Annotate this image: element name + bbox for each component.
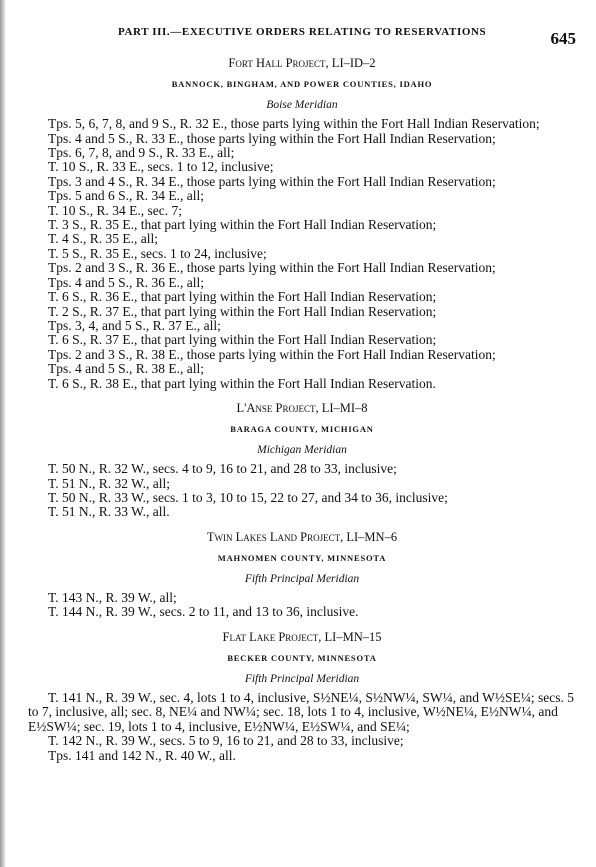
- section-county: BANNOCK, BINGHAM, AND POWER COUNTIES, IDAHO: [171, 79, 433, 90]
- section-lanse: [28, 401, 576, 520]
- section-title: Flat Lake Project, LI–MN–15: [222, 629, 382, 644]
- list-item: Tps. 5, 6, 7, 8, and 9 S., R. 32 E., those parts lying within the Fort Hall Indian Reservation;: [48, 116, 540, 132]
- list-item: T. 6 S., R. 37 E., that part lying within the Fort Hall Indian Reservation;: [48, 332, 437, 348]
- section-meridian: Boise Meridian: [266, 98, 338, 111]
- section-title: L'Anse Project, LI–MI–8: [236, 400, 368, 415]
- list-item: Tps. 3 and 4 S., R. 34 E., those parts lying within the Fort Hall Indian Reservation;: [48, 173, 496, 189]
- list-item: T. 50 N., R. 32 W., secs. 4 to 9, 16 to 21, and 28 to 33, inclusive;: [48, 461, 397, 477]
- section-county: BARAGA COUNTY, MICHIGAN: [230, 424, 374, 435]
- list-item: Tps. 6, 7, 8, and 9 S., R. 33 E., all;: [48, 145, 235, 161]
- list-item: Tps. 3, 4, and 5 S., R. 37 E., all;: [48, 317, 221, 333]
- list-item: Tps. 2 and 3 S., R. 38 E., those parts lying within the Fort Hall Indian Reservation;: [48, 346, 496, 362]
- section-meridian: Michigan Meridian: [257, 443, 347, 456]
- list-item: T. 143 N., R. 39 W., all;: [48, 590, 177, 605]
- section-county: MAHNOMEN COUNTY, MINNESOTA: [217, 553, 387, 564]
- page-number: 645: [550, 29, 576, 48]
- list-item: Tps. 4 and 5 S., R. 36 E., all;: [48, 274, 204, 290]
- list-item: T. 141 N., R. 39 W., sec. 4, lots 1 to 4, inclusive, S½NE¼, S½NW¼, SW¼, and W½SE¼; secs. 5 to 7, inclusive, all; sec. 8, NE¼ and NW¼; sec. 18, lots 1 to 4, inclusive, W½NE¼, E½NW¼, and E½SW¼; sec. 19, lots 1 to 4, inclusive, E½NW¼, E½SW¼, and SE¼;: [28, 690, 574, 734]
- list-item: T. 3 S., R. 35 E., that part lying within the Fort Hall Indian Reservation;: [48, 217, 437, 233]
- section-title: Fort Hall Project, LI–ID–2: [228, 56, 376, 70]
- list-item: T. 4 S., R. 35 E., all;: [48, 231, 158, 247]
- list-item: Tps. 4 and 5 S., R. 33 E., those parts lying within the Fort Hall Indian Reservation;: [48, 130, 496, 146]
- list-item: T. 10 S., R. 34 E., sec. 7;: [48, 202, 182, 218]
- section-meridian: Fifth Principal Meridian: [244, 672, 360, 685]
- list-item: T. 2 S., R. 37 E., that part lying within the Fort Hall Indian Reservation;: [48, 303, 437, 319]
- list-item: Tps. 4 and 5 S., R. 38 E., all;: [48, 361, 204, 377]
- running-header: PART III.—EXECUTIVE ORDERS RELATING TO RESERVATIONS: [118, 26, 487, 38]
- section-fort-hall: [28, 56, 576, 391]
- scan-edge-shadow: [0, 0, 6, 867]
- list-item: Tps. 141 and 142 N., R. 40 W., all.: [48, 747, 236, 763]
- page-body: [28, 54, 576, 763]
- list-item: T. 51 N., R. 33 W., all.: [48, 504, 170, 520]
- list-item: T. 51 N., R. 32 W., all;: [48, 475, 171, 491]
- section-meridian: Fifth Principal Meridian: [244, 572, 360, 585]
- list-item: T. 10 S., R. 33 E., secs. 1 to 12, inclusive;: [48, 159, 274, 175]
- section-twin-lakes: [28, 530, 576, 620]
- section-flat-lake: [28, 630, 576, 763]
- list-item: T. 142 N., R. 39 W., secs. 5 to 9, 16 to 21, and 28 to 33, inclusive;: [48, 733, 404, 749]
- list-item: Tps. 2 and 3 S., R. 36 E., those parts lying within the Fort Hall Indian Reservation;: [48, 260, 496, 276]
- list-item: Tps. 5 and 6 S., R. 34 E., all;: [48, 188, 204, 204]
- list-item: T. 6 S., R. 38 E., that part lying within the Fort Hall Indian Reservation.: [48, 375, 436, 391]
- section-county: BECKER COUNTY, MINNESOTA: [227, 653, 377, 664]
- list-item: T. 144 N., R. 39 W., secs. 2 to 11, and 13 to 36, inclusive.: [48, 604, 359, 620]
- list-item: T. 5 S., R. 35 E., secs. 1 to 24, inclusive;: [48, 245, 267, 261]
- list-item: T. 50 N., R. 33 W., secs. 1 to 3, 10 to 15, 22 to 27, and 34 to 36, inclusive;: [48, 489, 448, 505]
- list-item: T. 6 S., R. 36 E., that part lying within the Fort Hall Indian Reservation;: [48, 289, 437, 305]
- section-title: Twin Lakes Land Project, LI–MN–6: [206, 529, 398, 544]
